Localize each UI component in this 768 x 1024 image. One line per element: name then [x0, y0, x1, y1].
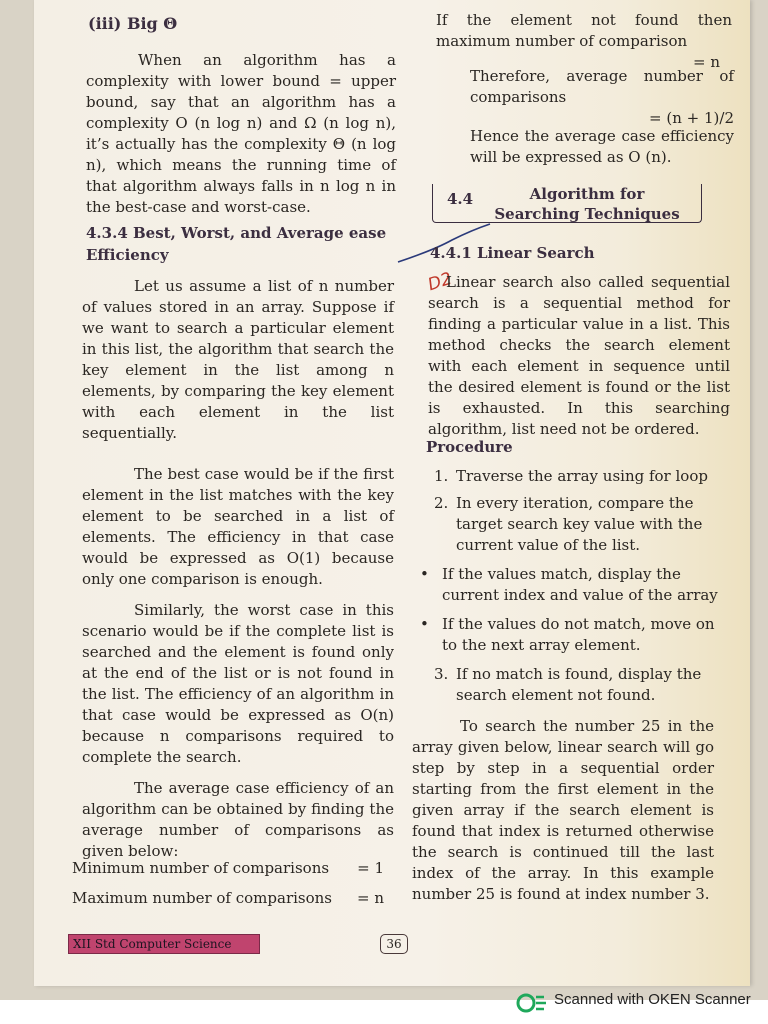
not-found-value: = n	[693, 53, 720, 71]
min-comparisons-row	[72, 858, 384, 879]
book-page	[34, 0, 750, 986]
therefore-value: = (n + 1)/2	[649, 109, 734, 127]
hence-paragraph: Hence the average case efficiency will be expressed as O (n).	[470, 127, 734, 166]
section-4-4-heading	[432, 184, 702, 223]
max-comparisons-label: Maximum number of comparisons	[72, 889, 333, 907]
book-label: XII Std Computer Science	[68, 934, 260, 954]
bullet-2-text: If the values do not match, move on to the next array element.	[442, 615, 715, 654]
big-theta-text: When an algorithm has a complexity with lower bound = upper bound, say that an algorithm has a complexity O (n log n) and Ω (n log n), it’s actually has the complexity Θ (n log n), which means the running time of that algorithm always falls in n log n in the best-case and worst-case.	[86, 51, 396, 216]
bullet-1-text: If the values match, display the current index and value of the array	[442, 565, 718, 604]
procedure-list	[420, 466, 730, 712]
section-4-4-number: 4.4	[447, 190, 474, 208]
big-theta-heading: (iii) Big Θ	[88, 14, 178, 33]
procedure-bullet-2	[420, 614, 730, 656]
handwritten-mark: D2	[425, 268, 455, 296]
procedure-step-1	[434, 466, 730, 487]
para-worst-case: Similarly, the worst case in this scenario would be if the complete list is searched and the element is found only at the end of the list or is not found in the list. The efficiency of an algorithm in that case would be expressed as O(n) because n comparisons required to complete the search.	[82, 601, 394, 766]
procedure-step-2	[434, 493, 730, 556]
therefore-label: Therefore, average number of comparisons	[470, 67, 734, 106]
linear-search-heading: 4.4.1 Linear Search	[430, 244, 595, 262]
bullet-1-icon: •	[420, 565, 429, 583]
step-2-text: In every iteration, compare the target search key value with the current value of the list.	[456, 494, 703, 554]
para-average-case: The average case efficiency of an algorithm can be obtained by finding the average number of comparisons as given below:	[82, 779, 394, 860]
max-comparisons-value: = n	[357, 889, 384, 907]
step-1-number: 1.	[434, 467, 449, 485]
scanner-logo-icon	[516, 992, 548, 1014]
step-3-number: 3.	[434, 665, 449, 683]
step-2-number: 2.	[434, 494, 449, 512]
min-comparisons-value: = 1	[357, 859, 384, 877]
step-3-text: If no match is found, display the search element not found.	[456, 665, 702, 704]
example-paragraph: To search the number 25 in the array given below, linear search will go step by step in a sequential order starting from the first element in the given array if the search element is found that index is returned otherwise the search is continued till the last index of the array. In this example number 25 is found at index number 3.	[412, 717, 714, 903]
procedure-bullet-1	[420, 564, 730, 606]
max-comparisons-row	[72, 888, 384, 909]
scanner-footer	[0, 991, 768, 1024]
not-found-label: If the element not found then maximum number of comparison	[436, 11, 732, 50]
bullet-2-icon: •	[420, 615, 429, 633]
page-number: 36	[380, 934, 408, 954]
min-comparisons-label: Minimum number of comparisons	[72, 859, 330, 877]
procedure-heading: Procedure	[426, 438, 513, 456]
linear-search-paragraph: Linear search also called sequential search is a sequential method for finding a particular value in a list. This method checks the search element with each element in sequence until the desired element is found or the list is exhausted. In this searching algorithm, list need not be ordered.	[428, 273, 730, 438]
section-4-4-title: Algorithm for Searching Techniques	[494, 185, 680, 223]
para-best-case: The best case would be if the first element in the list matches with the key element to be searched in a list of elements. The efficiency in that case would be expressed as O(1) because only one comparison is enough.	[82, 465, 394, 588]
para-list-assumption: Let us assume a list of n number of values stored in an array. Suppose if we want to search a particular element in this list, the algorithm that search the key element in the list among n elements, by comparing the key element with each element in the list sequentially.	[82, 277, 394, 442]
efficiency-paragraphs	[82, 276, 394, 862]
section-heading-4-3-4: 4.3.4 Best, Worst, and Average ease Efficiency	[86, 224, 387, 264]
not-found-block	[436, 10, 732, 73]
scanner-text: Scanned with OKEN Scanner	[554, 991, 751, 1008]
procedure-step-3	[434, 664, 730, 706]
big-theta-paragraph	[86, 50, 396, 218]
step-1-text: Traverse the array using for loop	[456, 467, 708, 485]
therefore-block	[470, 66, 734, 129]
